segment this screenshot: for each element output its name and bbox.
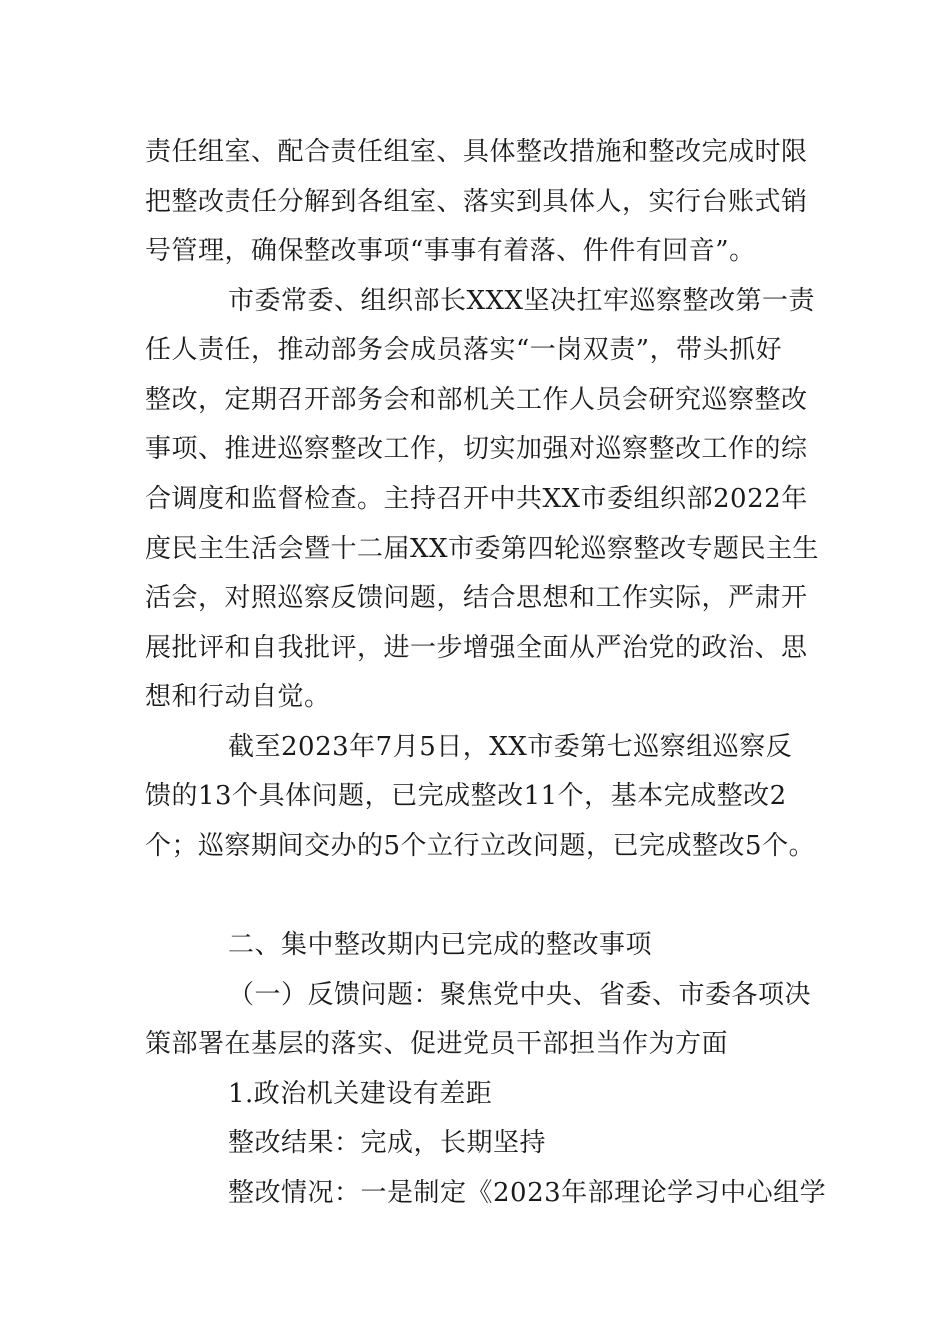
paragraph-line: 想和行动自觉。	[145, 682, 331, 712]
paragraph-line: 展批评和自我批评，进一步增强全面从严治党的政治、思	[145, 633, 808, 663]
subsection-heading: （一）反馈问题：聚焦党中央、省委、市委各项决	[228, 980, 812, 1010]
paragraph-line: 整改，定期召开部务会和部机关工作人员会研究巡察整改	[145, 385, 808, 415]
paragraph-line: 活会，对照巡察反馈问题，结合思想和工作实际，严肃开	[145, 583, 808, 613]
paragraph-line: 事项、推进巡察整改工作，切实加强对巡察整改工作的综	[145, 434, 808, 464]
paragraph-line: 责任组室、配合责任组室、具体整改措施和整改完成时限	[145, 137, 808, 167]
paragraph-line: 度民主生活会暨十二届XX市委第四轮巡察整改专题民主生	[145, 534, 820, 564]
paragraph-line: 市委常委、组织部长XXX坚决扛牢巡察整改第一责	[228, 286, 816, 316]
paragraph-line: 把整改责任分解到各组室、落实到具体人，实行台账式销	[145, 187, 808, 217]
subsection-heading: 策部署在基层的落实、促进党员干部担当作为方面	[145, 1029, 729, 1059]
paragraph-line: 整改情况：一是制定《2023年部理论学习中心组学	[228, 1178, 827, 1208]
paragraph-line: 整改结果：完成，长期坚持	[228, 1128, 547, 1158]
section-heading: 二、集中整改期内已完成的整改事项	[228, 930, 653, 960]
paragraph-line: 任人责任，推动部务会成员落实“一岗双责”，带头抓好	[145, 335, 783, 365]
paragraph-line: 合调度和监督检查。主持召开中共XX市委组织部2022年	[145, 484, 808, 514]
paragraph-line: 截至2023年7月5日，XX市委第七巡察组巡察反	[228, 732, 793, 762]
paragraph-line: 号管理，确保整改事项“事事有着落、件件有回音”。	[145, 236, 756, 266]
item-heading: 1.政治机关建设有差距	[228, 1079, 493, 1109]
paragraph-line: 个；巡察期间交办的5个立行立改问题，已完成整改5个。	[145, 831, 816, 861]
paragraph-line: 馈的13个具体问题，已完成整改11个，基本完成整改2	[145, 781, 787, 811]
